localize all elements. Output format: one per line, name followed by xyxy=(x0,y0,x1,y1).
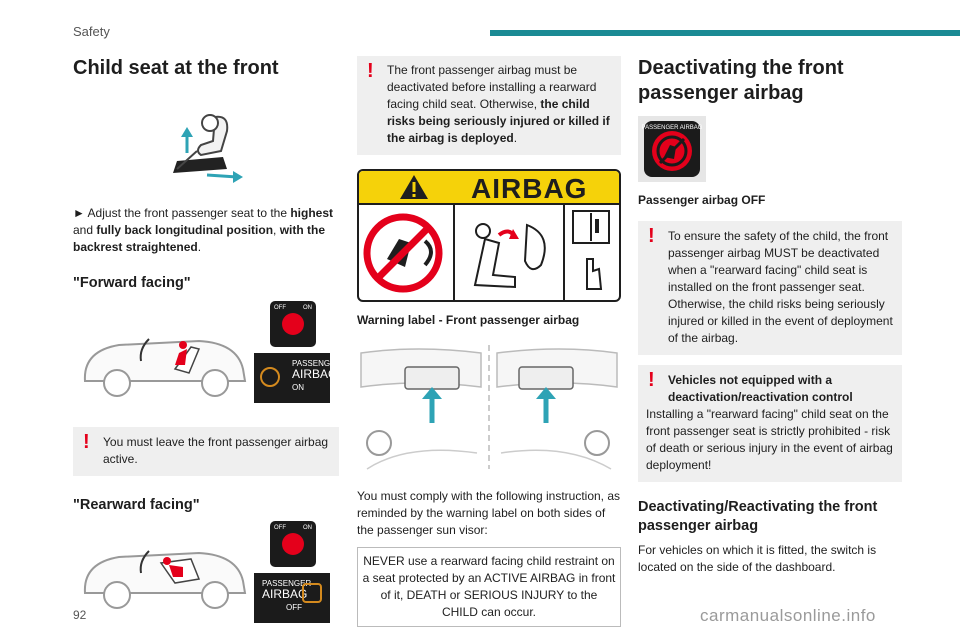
rearward-facing-heading: "Rearward facing" xyxy=(73,497,200,513)
section-title: Safety xyxy=(73,24,110,39)
no-control-warning: ! Vehicles not equipped with a deactivation/reactivation control Installing a "rearward facing" child seat on the front passenger seat is strictly prohibited - risk of death or serious injury in the event of airbag deployment! xyxy=(638,365,902,482)
warning-exclamation-icon: ! xyxy=(367,60,374,82)
airbag-deployment-icon xyxy=(455,205,563,301)
page-title: Child seat at the front xyxy=(73,57,279,79)
column-airbag-label xyxy=(357,56,621,627)
airbag-off-caption: Passenger airbag OFF xyxy=(638,193,766,207)
switch-location-text: For vehicles on which it is fitted, the switch is located on the side of the dashboard. xyxy=(638,543,877,574)
forward-facing-warning: ! You must leave the front passenger airbag active. xyxy=(73,427,339,476)
header-accent-bar xyxy=(490,30,960,36)
svg-text:PASSENGER AIRBAG: PASSENGER AIRBAG xyxy=(642,125,702,131)
warning-exclamation-icon: ! xyxy=(648,369,655,391)
warning-exclamation-icon: ! xyxy=(83,431,90,453)
sun-visor-instruction: You must comply with the following instruction, as reminded by the warning label on both sides of the passenger sun visor: xyxy=(357,489,621,537)
airbag-off-icon-frame xyxy=(638,116,706,182)
forward-facing-figure xyxy=(73,301,342,411)
car-forward-illustration xyxy=(79,319,249,403)
sun-visor-warning-text: NEVER use a rearward facing child restraint on a seat protected by an ACTIVE AIRBAG in front of it, DEATH or SERIOUS INJURY to the CHILD can occur. xyxy=(357,547,621,627)
column-deactivating-airbag xyxy=(638,56,902,576)
adjust-instruction: ► Adjust the front passenger seat to the highest and fully back longitudinal position, with the backrest straightened. xyxy=(73,206,334,254)
no-rearward-seat-icon xyxy=(359,205,453,301)
passenger-airbag-off-badge: PASSENGER AIRBAG OFF xyxy=(254,573,330,623)
airbag-off-indicator: OFF ON xyxy=(270,521,316,567)
deactivation-warning: ! To ensure the safety of the child, the front passenger airbag MUST be deactivated when a "rearward facing" child seat is installed on the front passenger seat. Otherwise, the child risks being seriously injured or killed in the event of deployment of the airbag. xyxy=(638,221,902,355)
sun-visor-illustration xyxy=(357,343,621,471)
section-heading-deactivating: Deactivating the front passenger airbag xyxy=(638,57,844,104)
rearward-seat-warning: ! The front passenger airbag must be deactivated before installing a rearward facing child seat. Otherwise, the child risks being seriously injured or killed if the airbag is deployed. xyxy=(357,56,621,155)
manual-book-icon xyxy=(565,205,617,301)
airbag-warning-label xyxy=(357,169,621,302)
subheading-deactivating-reactivating: Deactivating/Reactivating the front passenger airbag xyxy=(638,499,878,534)
column-child-seat-front xyxy=(73,56,342,633)
page-number: 92 xyxy=(73,608,87,622)
warning-exclamation-icon: ! xyxy=(648,225,655,247)
passenger-airbag-off-icon xyxy=(642,119,702,179)
label-caption: Warning label - Front passenger airbag xyxy=(357,313,580,327)
rearward-facing-figure xyxy=(73,521,339,633)
airbag-off-on-indicator: OFF ON xyxy=(270,301,316,347)
warning-triangle-icon xyxy=(399,174,429,200)
passenger-airbag-on-badge: PASSENGER AIRBAG ON xyxy=(254,353,330,403)
watermark: carmanualsonline.info xyxy=(700,606,876,625)
forward-facing-heading: "Forward facing" xyxy=(73,275,191,291)
airbag-label-word: AIRBAG xyxy=(471,173,588,204)
car-rearward-illustration xyxy=(79,531,249,615)
seat-adjust-illustration xyxy=(167,111,247,186)
